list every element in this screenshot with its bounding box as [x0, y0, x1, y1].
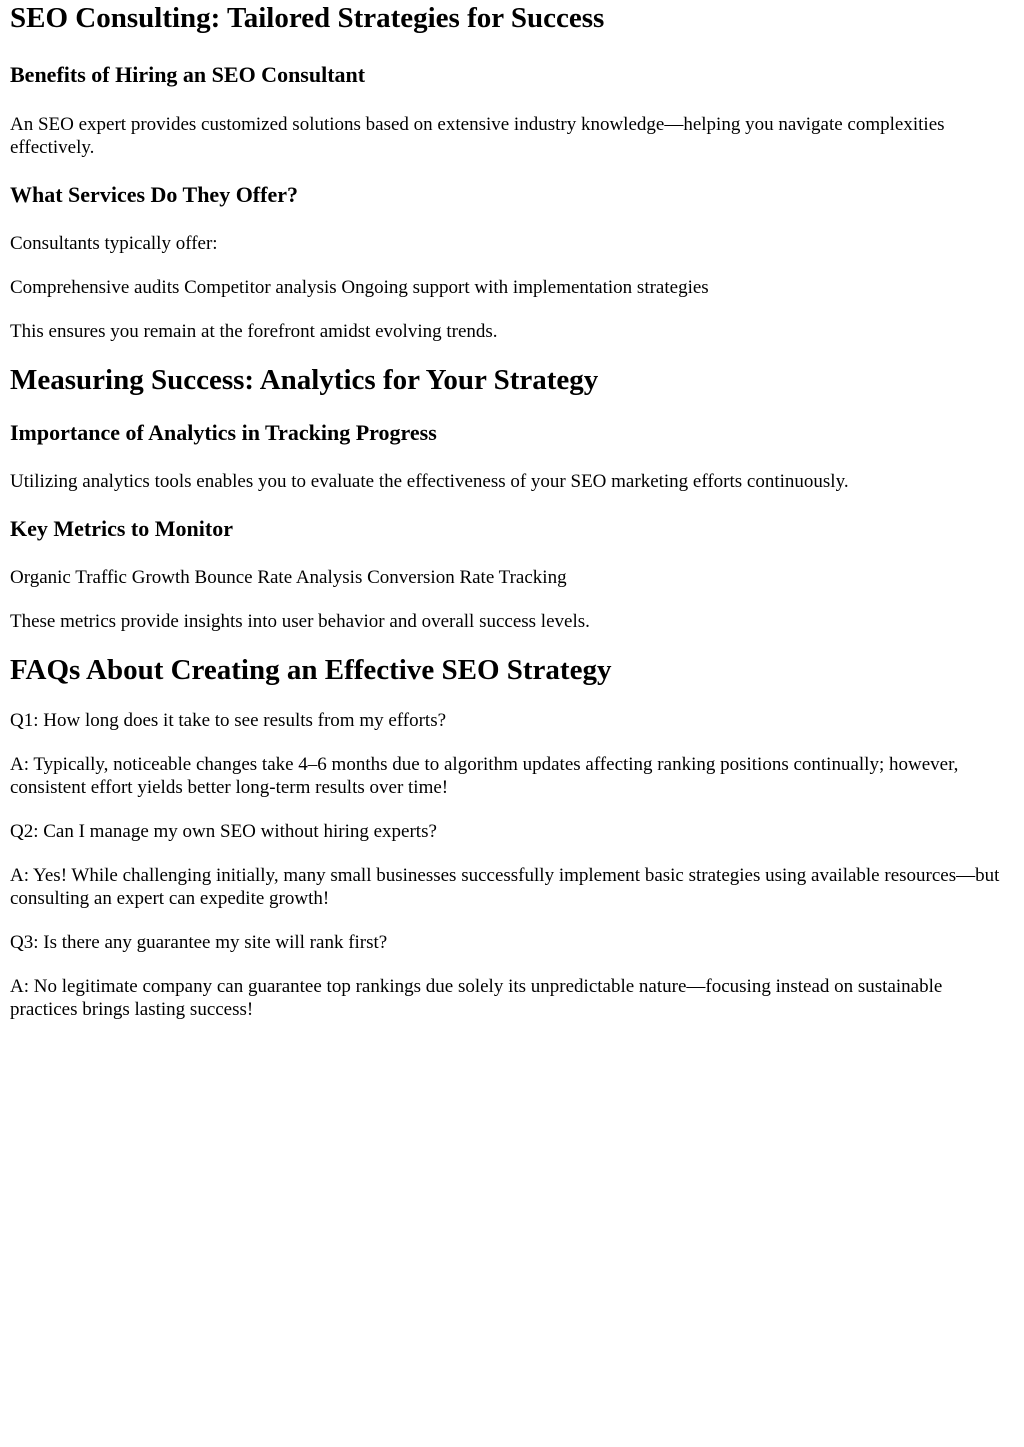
section-heading-seo-consulting: SEO Consulting: Tailored Strategies for Success [10, 2, 605, 34]
paragraph-metrics-outro: These metrics provide insights into user behavior and overall success levels. [10, 611, 590, 632]
faq-question-2: Q2: Can I manage my own SEO without hiring experts? [10, 821, 437, 842]
faq-answer-3: A: No legitimate company can guarantee top rankings due solely its unpredictable nature—focusing instead on sustainable practices brings lasting success! [10, 976, 943, 1020]
subheading-key-metrics: Key Metrics to Monitor [10, 516, 233, 541]
subheading-benefits: Benefits of Hiring an SEO Consultant [10, 62, 366, 87]
subheading-analytics-importance: Importance of Analytics in Tracking Progress [10, 420, 437, 445]
paragraph-services-outro: This ensures you remain at the forefront amidst evolving trends. [10, 321, 498, 342]
paragraph-services-list: Comprehensive audits Competitor analysis Ongoing support with implementation strategies [10, 277, 709, 298]
section-heading-measuring-success: Measuring Success: Analytics for Your Strategy [10, 364, 599, 396]
paragraph-metrics-list: Organic Traffic Growth Bounce Rate Analysis Conversion Rate Tracking [10, 567, 567, 588]
paragraph-services-intro: Consultants typically offer: [10, 233, 218, 254]
faq-question-3: Q3: Is there any guarantee my site will rank first? [10, 932, 388, 953]
section-heading-faqs: FAQs About Creating an Effective SEO Strategy [10, 654, 612, 686]
paragraph-analytics: Utilizing analytics tools enables you to evaluate the effectiveness of your SEO marketing efforts continuously. [10, 471, 849, 492]
subheading-services: What Services Do They Offer? [10, 182, 298, 207]
faq-answer-2: A: Yes! While challenging initially, many small businesses successfully implement basic strategies using available resources—but consulting an expert can expedite growth! [10, 865, 1000, 909]
article [0, 1, 1024, 1021]
faq-answer-1: A: Typically, noticeable changes take 4–6 months due to algorithm updates affecting ranking positions continually; however, consistent effort yields better long-term results over time! [10, 754, 959, 798]
faq-question-1: Q1: How long does it take to see results from my efforts? [10, 710, 447, 731]
paragraph-benefits: An SEO expert provides customized solutions based on extensive industry knowledge—helping you navigate complexities effectively. [10, 114, 945, 158]
